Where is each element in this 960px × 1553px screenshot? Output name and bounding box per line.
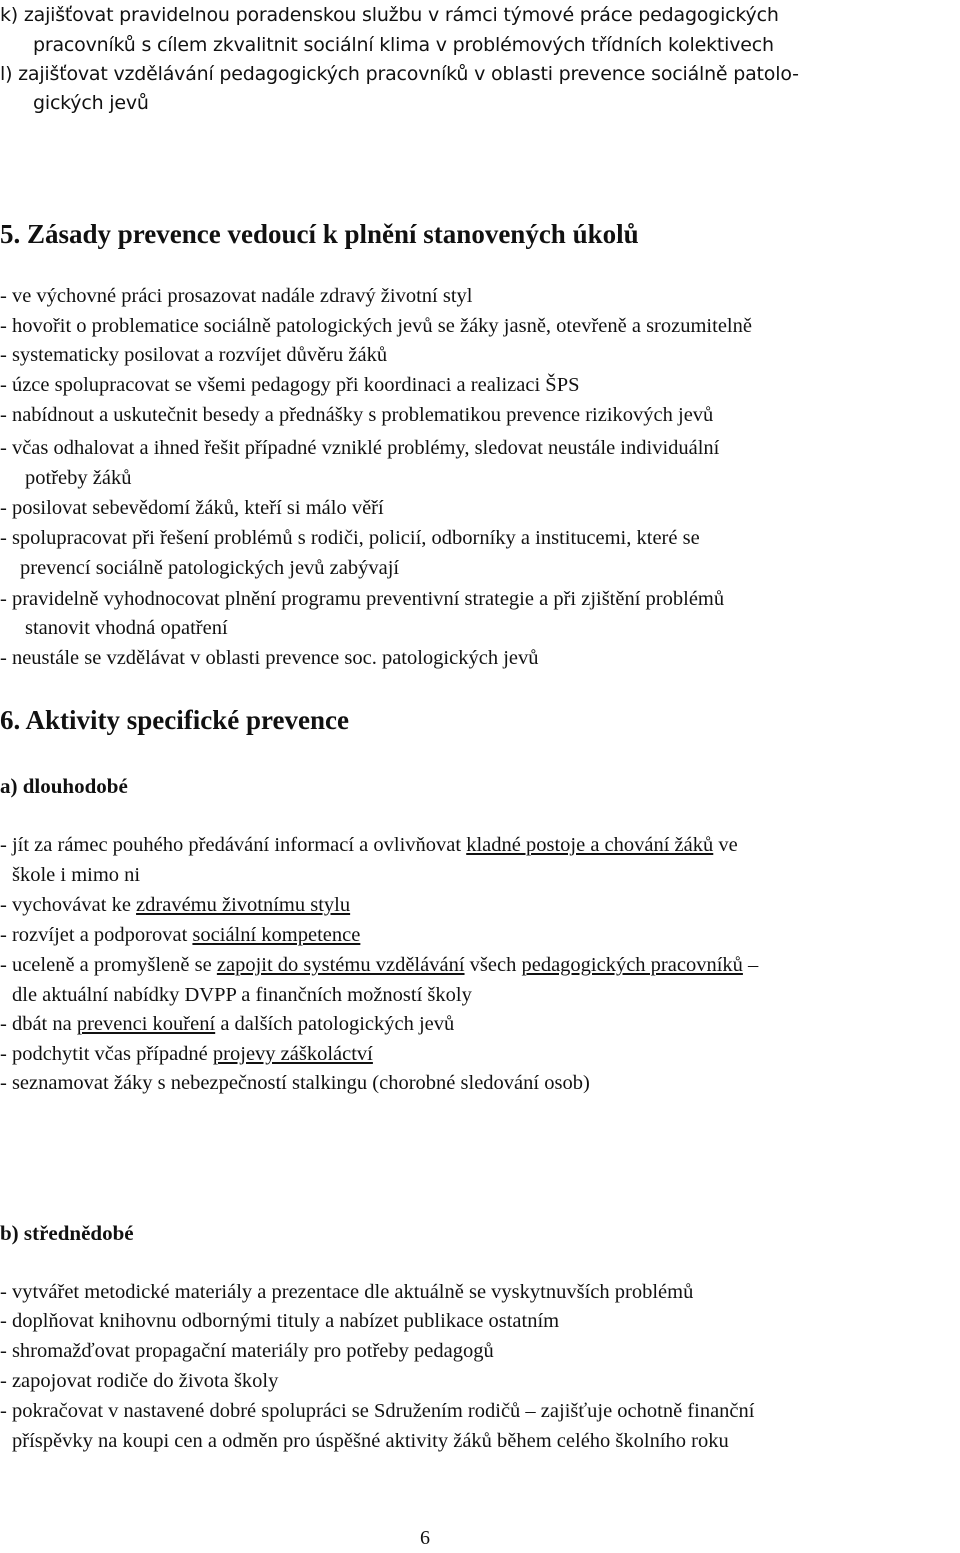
subsection-a-item-text: - uceleně a promyšleně se xyxy=(0,954,217,976)
page-number: 6 xyxy=(420,1527,430,1549)
subsection-a-item-text: – xyxy=(742,954,759,976)
section-5-item-continuation: stanovit vhodná opatření xyxy=(25,617,228,639)
section-6-title: 6. Aktivity specifické prevence xyxy=(0,705,349,735)
underlined-phrase: kladné postoje a chování žáků xyxy=(466,834,714,856)
subsection-a-item xyxy=(0,890,350,920)
subsection-a-item xyxy=(0,1039,373,1069)
subsection-a-item xyxy=(0,830,738,860)
section-5-item: - pravidelně vyhodnocovat plnění programu preventivní strategie a při zjištění problémů xyxy=(0,588,725,610)
subsection-a-item xyxy=(0,1009,454,1039)
underlined-phrase: sociální kompetence xyxy=(192,924,361,946)
underlined-phrase: pedagogických pracovníků xyxy=(521,954,743,976)
subsection-a-item-text: - rozvíjet a podporovat xyxy=(0,924,193,946)
subsection-a-item-text: - vychovávat ke xyxy=(0,894,137,916)
item-l-line2: gických jevů xyxy=(33,92,149,114)
section-5-item: - spolupracovat při řešení problémů s rodiči, policií, odborníky a institucemi, které se xyxy=(0,527,700,549)
section-5-item: - hovořit o problematice sociálně patologických jevů se žáky jasně, otevřeně a srozumitelně xyxy=(0,315,752,337)
underlined-phrase: prevenci kouření xyxy=(76,1013,216,1035)
item-k-line2: pracovníků s cílem zkvalitnit sociální klima v problémových třídních kolektivech xyxy=(33,34,774,56)
subsection-b-heading: b) střednědobé xyxy=(0,1221,134,1245)
subsection-a-item-text: - dbát na xyxy=(0,1013,77,1035)
section-5-item-continuation: potřeby žáků xyxy=(25,467,132,489)
item-l-line1: l) zajišťovat vzdělávání pedagogických pracovníků v oblasti prevence sociálně patolo- xyxy=(0,63,799,85)
subsection-b-item: - zapojovat rodiče do života školy xyxy=(0,1370,279,1392)
subsection-b-item: - shromažďovat propagační materiály pro potřeby pedagogů xyxy=(0,1340,494,1362)
section-5-item: - neustále se vzdělávat v oblasti prevence soc. patologických jevů xyxy=(0,647,539,669)
subsection-a-item-text: všech xyxy=(464,954,522,976)
subsection-a-item-continuation: škole i mimo ni xyxy=(12,864,141,886)
section-5-item: - nabídnout a uskutečnit besedy a přednášky s problematikou prevence rizikových jevů xyxy=(0,404,714,426)
subsection-b-item-continuation: příspěvky na koupi cen a odměn pro úspěšné aktivity žáků během celého školního roku xyxy=(12,1430,729,1452)
section-5-item: - úzce spolupracovat se všemi pedagogy při koordinaci a realizaci ŠPS xyxy=(0,374,580,396)
subsection-a-item-text: ve xyxy=(713,834,738,856)
subsection-a-heading: a) dlouhodobé xyxy=(0,774,128,798)
subsection-a-item-continuation: dle aktuální nabídky DVPP a finančních možností školy xyxy=(12,984,472,1006)
subsection-a-item-text: - podchytit včas případné xyxy=(0,1043,213,1065)
underlined-phrase: projevy záškoláctví xyxy=(212,1043,373,1065)
subsection-b-item: - doplňovat knihovnu odbornými tituly a nabízet publikace ostatním xyxy=(0,1310,560,1332)
subsection-b-item: - vytvářet metodické materiály a prezentace dle aktuálně se vyskytnuvších problémů xyxy=(0,1281,694,1303)
section-5-item: - systematicky posilovat a rozvíjet důvěru žáků xyxy=(0,344,388,366)
section-5-item: - posilovat sebevědomí žáků, kteří si málo věří xyxy=(0,497,384,519)
section-5-item: - ve výchovné práci prosazovat nadále zdravý životní styl xyxy=(0,285,473,307)
section-5-item: - včas odhalovat a ihned řešit případné vzniklé problémy, sledovat neustále individuální xyxy=(0,437,720,459)
subsection-a-item xyxy=(0,920,360,950)
section-5-item-continuation: prevencí sociálně patologických jevů zabývají xyxy=(20,557,400,579)
subsection-a-item xyxy=(0,950,758,980)
subsection-b-item: - pokračovat v nastavené dobré spolupráci se Sdružením rodičů – zajišťuje ochotně finanční xyxy=(0,1400,755,1422)
subsection-a-item: - seznamovat žáky s nebezpečností stalkingu (chorobné sledování osob) xyxy=(0,1072,590,1094)
underlined-phrase: zapojit do systému vzdělávání xyxy=(216,954,465,976)
subsection-a-item-text: a dalších patologických jevů xyxy=(215,1013,455,1035)
section-5-title: 5. Zásady prevence vedoucí k plnění stanovených úkolů xyxy=(0,219,639,249)
underlined-phrase: zdravému životnímu stylu xyxy=(136,894,351,916)
item-k-line1: k) zajišťovat pravidelnou poradenskou službu v rámci týmové práce pedagogických xyxy=(0,4,779,26)
subsection-a-item-text: - jít za rámec pouhého předávání informací a ovlivňovat xyxy=(0,834,467,856)
